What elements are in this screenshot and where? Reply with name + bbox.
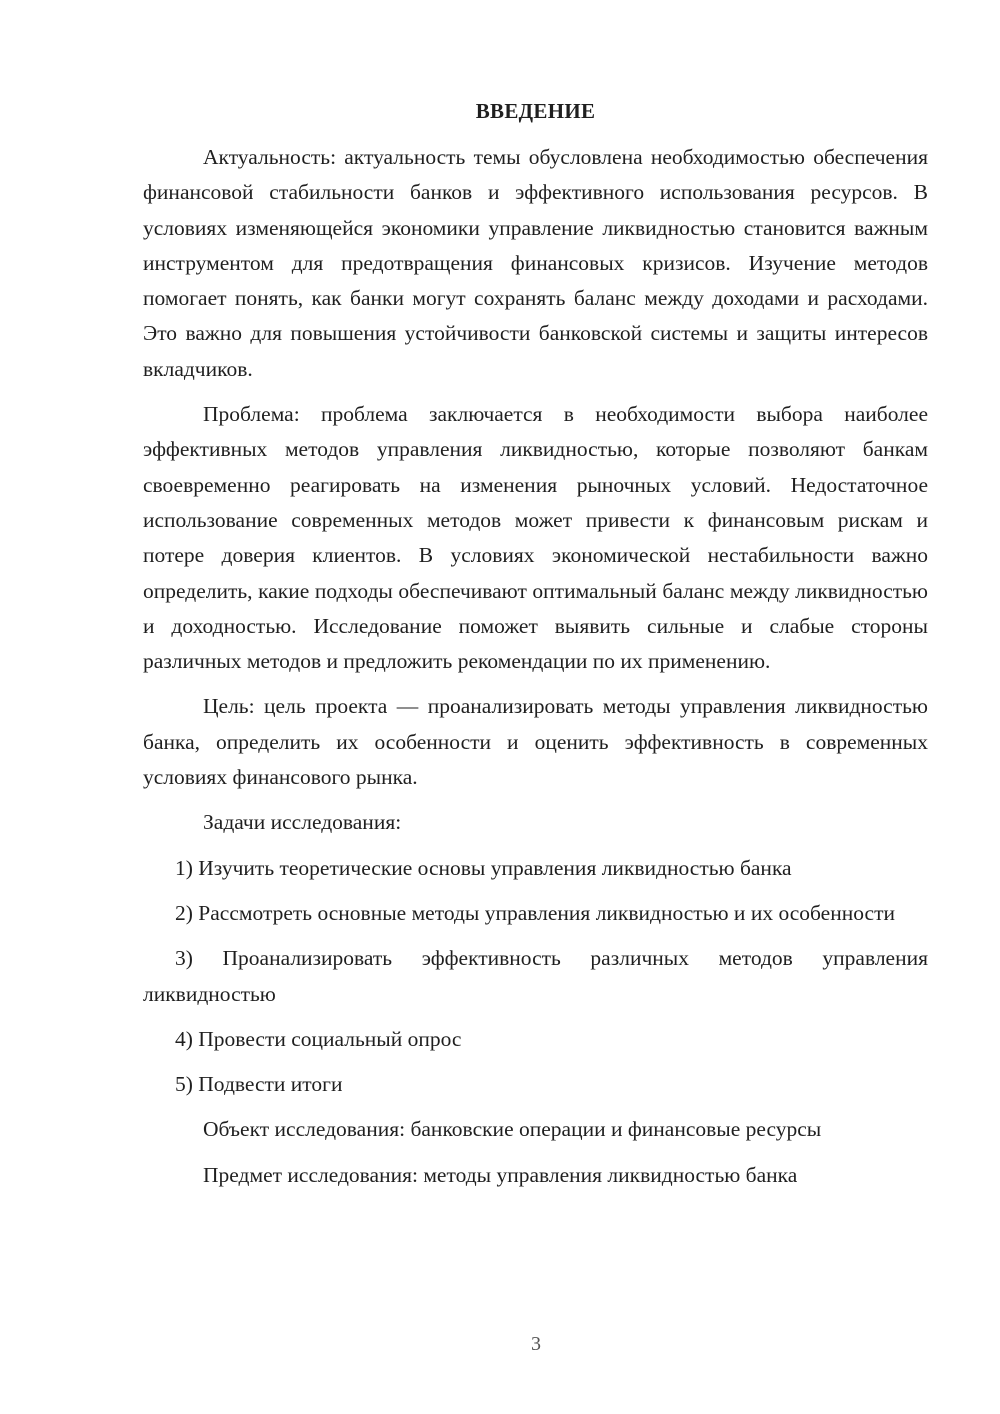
page-number: 3 bbox=[531, 1333, 541, 1355]
task-item: 1) Изучить теоретические основы управления ликвидностью банка bbox=[175, 855, 792, 880]
task-item: 2) Рассмотреть основные методы управления ликвидностью и их особенности bbox=[175, 900, 895, 925]
task-item: 5) Подвести итоги bbox=[175, 1072, 343, 1097]
page-content bbox=[143, 96, 928, 1203]
tasks-heading: Задачи исследования: bbox=[203, 810, 402, 835]
research-subject: Предмет исследования: методы управления ликвидностью банка bbox=[203, 1162, 798, 1187]
relevance-paragraph: Актуальность: актуальность темы обусловлена необходимостью обеспечения финансовой стабильности банков и эффективного использования ресурсов. В условиях изменяющейся экономики управление ликвидностью становится важным инструментом для предотвращения финансовых кризисов. Изучение методов помогает понять, как банки могут сохранять баланс между доходами и расходами. Это важно для повышения устойчивости банковской системы и защиты интересов вкладчиков. bbox=[143, 145, 928, 381]
page-title: ВВЕДЕНИЕ bbox=[475, 99, 596, 123]
goal-paragraph: Цель: цель проекта — проанализировать методы управления ликвидностью банка, определить их особенности и оценить эффективность в современных условиях финансового рынка. bbox=[143, 694, 928, 790]
problem-paragraph: Проблема: проблема заключается в необходимости выбора наиболее эффективных методов управления ликвидностью, которые позволяют банкам своевременно реагировать на изменения рыночных условий. Недостаточное использование современных методов может привести к финансовым рискам и потере доверия клиентов. В условиях экономической нестабильности важно определить, какие подходы обеспечивают оптимальный баланс между ликвидностью и доходностью. Исследование поможет выявить сильные и слабые стороны различных методов и предложить рекомендации по их применению. bbox=[143, 402, 928, 674]
task-item: 3) Проанализировать эффективность различных методов управления ликвидностью bbox=[143, 946, 928, 1006]
research-object: Объект исследования: банковские операции и финансовые ресурсы bbox=[203, 1117, 822, 1142]
task-item: 4) Провести социальный опрос bbox=[175, 1026, 462, 1051]
